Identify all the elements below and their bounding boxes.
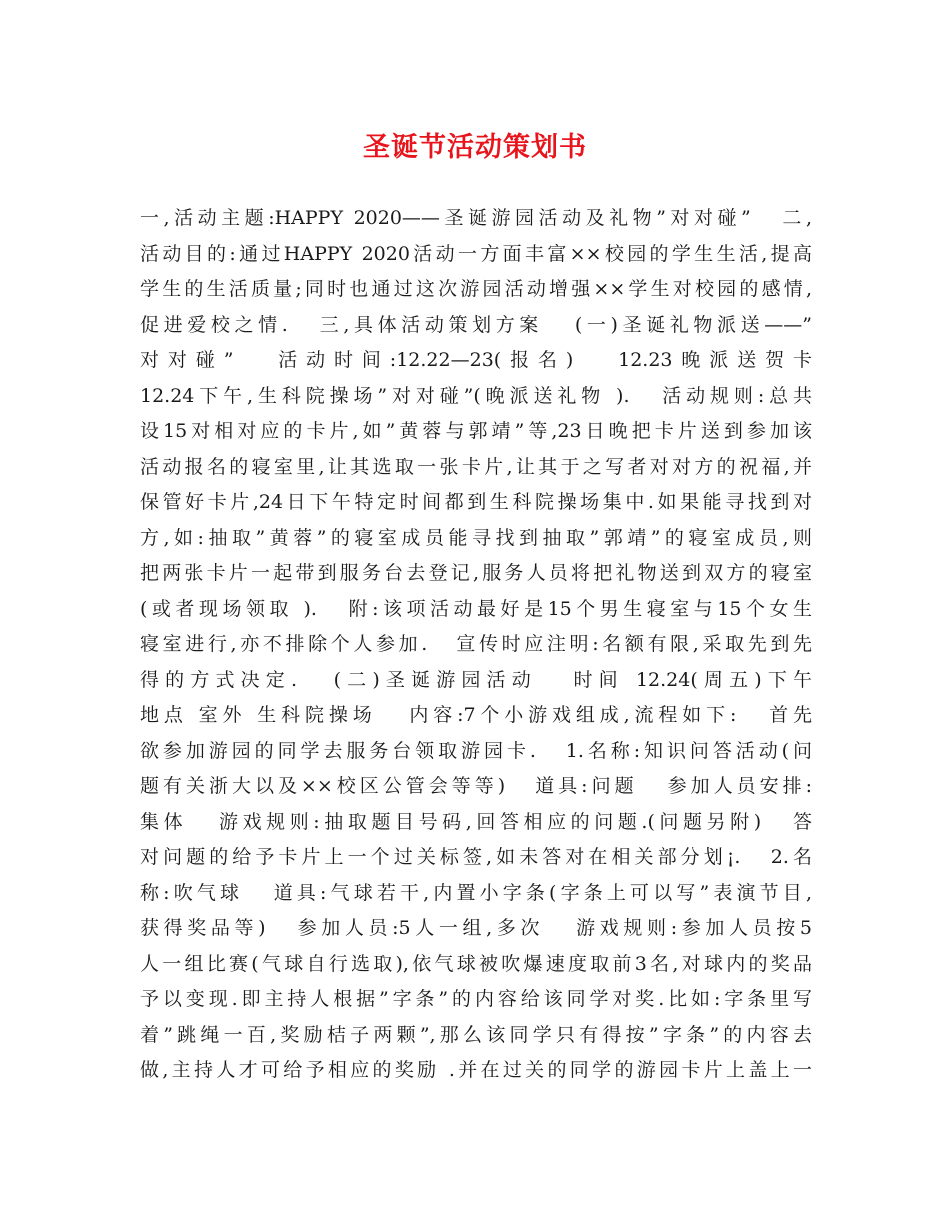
body-line: 寝室进行,亦不排除个人参加. 宣传时应注明:名额有限,采取先到先 <box>140 633 812 655</box>
body-line: 予以变现.即主持人根据”字条”的内容给该同学对奖.比如:字条里写 <box>140 988 812 1010</box>
body-line: 集体 游戏规则:抽取题目号码,回答相应的问题.(问题另附) 答 <box>140 810 812 833</box>
body-line: 获得奖品等) 参加人员:5人一组,多次 游戏规则:参加人员按5 <box>140 917 812 939</box>
document-body <box>140 201 812 1089</box>
body-line: 活动目的:通过HAPPY 2020活动一方面丰富××校园的学生生活,提高 <box>140 242 812 265</box>
body-line: 欲参加游园的同学去服务台领取游园卡. 1.名称:知识问答活动(问 <box>140 739 812 762</box>
body-line: 着”跳绳一百,奖励桔子两颗”,那么该同学只有得按”字条”的内容去 <box>140 1023 812 1046</box>
body-line: 12.24下午,生科院操场”对对碰”(晚派送礼物 ). 活动规则:总共 <box>140 384 812 407</box>
body-line: 得的方式决定. (二)圣诞游园活动 时间 12.24(周五)下午 <box>140 668 812 691</box>
body-line: 方,如:抽取”黄蓉”的寝室成员能寻找到抽取”郭靖”的寝室成员,则 <box>140 526 812 549</box>
body-line: 题有关浙大以及××校区公管会等等) 道具:问题 参加人员安排: <box>140 775 812 797</box>
body-line: 把两张卡片一起带到服务台去登记,服务人员将把礼物送到双方的寝室 <box>140 562 812 584</box>
body-line: 设15对相对应的卡片,如”黄蓉与郭靖”等,23日晚把卡片送到参加该 <box>140 420 812 442</box>
body-line: 促进爱校之情. 三,具体活动策划方案 (一)圣诞礼物派送——” <box>140 313 812 336</box>
document-title: 圣诞节活动策划书 <box>363 132 587 163</box>
body-line: 一,活动主题:HAPPY 2020——圣诞游园活动及礼物”对对碰” 二, <box>140 207 812 229</box>
body-line: 做,主持人才可给予相应的奖励 .并在过关的同学的游园卡片上盖上一 <box>140 1059 812 1081</box>
body-line: 活动报名的寝室里,让其选取一张卡片,让其于之写者对对方的祝福,并 <box>140 455 812 478</box>
body-line: (或者现场领取 ). 附:该项活动最好是15个男生寝室与15个女生 <box>140 597 812 620</box>
body-line: 地点 室外 生科院操场 内容:7个小游戏组成,流程如下: 首先 <box>140 704 812 726</box>
body-line: 学生的生活质量;同时也通过这次游园活动增强××学生对校园的感情, <box>140 278 812 300</box>
body-line: 人一组比赛(气球自行选取),依气球被吹爆速度取前3名,对球内的奖品 <box>140 952 812 975</box>
body-line: 保管好卡片,24日下午特定时间都到生科院操场集中.如果能寻找到对 <box>140 491 812 513</box>
body-line: 称:吹气球 道具:气球若干,内置小字条(字条上可以写”表演节目, <box>140 881 812 904</box>
body-line: 对对碰” 活动时间:12.22—23(报名) 12.23晚派送贺卡 <box>140 349 812 371</box>
body-line: 对问题的给予卡片上一个过关标签,如未答对在相关部分划¡. 2.名 <box>140 846 812 868</box>
